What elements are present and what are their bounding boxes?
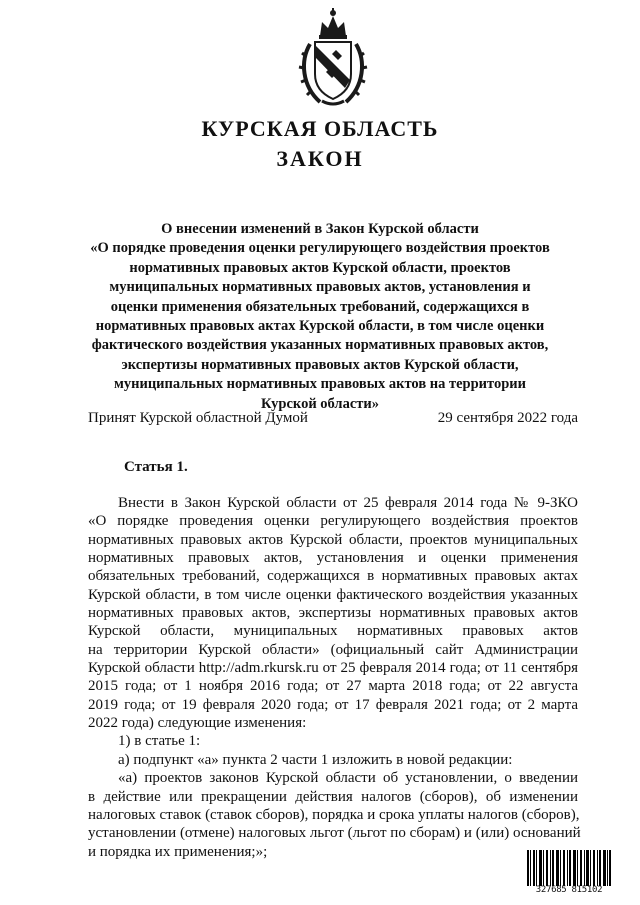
body-line: нормативных правовых актов, установления и оценки применения [88,550,578,567]
body-line: «О порядке проведения оценки регулирующего воздействия проектов [88,513,578,530]
heading-line: «О порядке проведения оценки регулирующего воздействия проектов [90,240,550,257]
body-line: Курской области, муниципальных нормативных правовых актов [88,623,578,640]
body-line: «а) проектов законов Курской области об установлении, о введении [118,770,578,787]
body-line: налоговых ставок (ставок сборов), порядка и срока уплаты налогов (сборов), [88,806,580,823]
heading-line: экспертизы нормативных правовых актов Курской области, [121,356,519,373]
region-title: КУРСКАЯ ОБЛАСТЬ [201,116,439,141]
body-line: и порядка их применения;»; [88,843,268,860]
body-line: 2019 года; от 19 февраля 2020 года; от 17 февраля 2021 года; от 2 марта [88,696,578,713]
body-line: Курской области, в том числе оценки фактического воздействия указанных [88,586,578,603]
body-line: в действие или прекращении действия налогов (сборов), об изменении [88,788,578,805]
adoption-date: 29 сентября 2022 года [437,410,578,426]
body-line: Курской области http://adm.rkursk.ru от 25 февраля 2014 года; от 11 сентября [88,660,578,677]
heading-line: нормативных правовых актов Курской области, проектов [129,259,511,276]
heading-line: оценки применения обязательных требований, содержащихся в [110,298,530,315]
heading-line: муниципальных нормативных правовых актов на территории [113,376,526,393]
heading-line: О внесении изменений в Закон Курской области [161,221,479,237]
body-line: установлении (отмене) налоговых льгот (льгот по сборам) и (или) оснований [88,825,581,842]
heading-line: фактического воздействия указанных нормативных правовых актов, [91,337,549,354]
adopting-body: Принят Курской областной Думой [88,410,308,426]
body-line: а) подпункт «а» пункта 2 части 1 изложить в новой редакции: [118,751,513,768]
barcode [526,850,612,896]
coat-of-arms-icon [298,6,368,108]
article-title: Статья 1. [124,459,188,475]
heading-line: нормативных правовых актах Курской области, в том числе оценки [95,318,545,335]
body-line: нормативных правовых актов, экспертизы нормативных правовых актов [88,605,578,622]
law-heading [60,220,580,414]
body-line: на территории Курской области» (официальный сайт Администрации [88,641,578,658]
barcode-bars-icon [526,850,612,886]
document-type-title: ЗАКОН [276,146,364,171]
body-line: Внести в Закон Курской области от 25 февраля 2014 года № 9-ЗКО [118,495,578,511]
body-line: обязательных требований, содержащихся в нормативных правовых актах [88,568,578,585]
body-line: 1) в статье 1: [118,733,201,750]
barcode-number: 327685 815102 [535,885,603,895]
heading-line: Курской области» [261,395,379,412]
heading-line: муниципальных нормативных правовых актов, установления и [109,279,531,296]
body-line: 2015 года; от 1 ноября 2016 года; от 27 марта 2018 года; от 22 августа [88,678,578,695]
adoption-line [88,408,578,428]
body-line: нормативных правовых актов Курской области, проектов муниципальных [88,531,578,548]
body-line: 2022 года) следующие изменения: [88,715,307,732]
article-body [88,494,581,861]
